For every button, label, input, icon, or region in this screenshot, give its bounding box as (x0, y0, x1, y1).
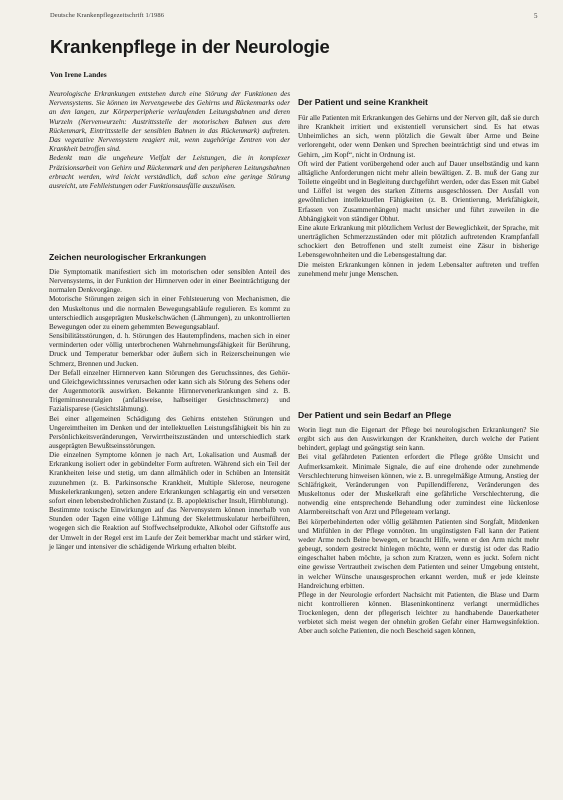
body-paragraph: Der Befall einzelner Hirnnerven kann Störungen des Geruchssinnes, des Gehör- und Gleichgewichtssinnes verursachen oder kann sich als Störung des Sehens oder der Augenmotorik auswirken. Bekannte Hirnnervenerkrankungen sind z. B. Trigeminusneuralgien (anfallsweise, halbseitiger Gesichtsschmerz) und Fazialisparese (Gesichtslähmung). (49, 368, 290, 414)
body-paragraph: Pflege in der Neurologie erfordert Nachsicht mit Patienten, die Blase und Darm nicht kontrollieren können. Blaseninkontinenz verlangt unermüdliches Trockenlegen, denn der pflegerisch leichter zu handhabende Dauerkatheter verbietet sich meist wegen der ohnehin großen Gefahr einer Harnwegsinfektion. Aber auch solche Patienten, die noch Bescheid sagen können, (298, 590, 539, 636)
page-number: 5 (534, 12, 538, 20)
section-heading: Der Patient und seine Krankheit (298, 97, 428, 107)
body-paragraph: Oft wird der Patient vorübergehend oder auch auf Dauer unselbständig und kann alltägliche Anforderungen nicht mehr allein bewältigen. Z. B. muß der Gang zur Toilette eingeübt und in Begleitung durchgeführt werden, oder das Essen mit Gabel und Löffel ist wegen des starken Zitterns ausgeschlossen. Der Ausfall von gewöhnlichen intellektuellen Fähigkeiten (z. B. Orientierung, Merkfähigkeit, Erfassen von Zusammenhängen) macht unsicher und führt zuweilen in die Abhängigkeit von ständiger Obhut. (298, 159, 539, 223)
section-body-right-1 (298, 114, 539, 279)
intro-paragraph: Neurologische Erkrankungen entstehen durch eine Störung der Funktionen des Nervensystems. Sie können im Nervengewebe des Gehirns und Rückenmarks oder an den langen, zur Körperperipherie verlaufenden Leitungsbahnen und deren Wurzeln (Nervenwurzeln: Austrittsstelle der motorischen Bahnen aus dem Rückenmark, Eintrittsstelle der sensiblen Bahnen in das Rückenmark) auftreten. Das vegetative Nervensystem reagiert mit, wenn zugehörige Zentren von der Krankheit betroffen sind. (49, 90, 290, 154)
section-heading: Zeichen neurologischer Erkrankungen (49, 252, 207, 262)
body-paragraph: Die Symptomatik manifestiert sich im motorischen oder sensiblen Anteil des Nervensystems, in der Funktion der Hirnnerven oder in einer Beeinträchtigung der normalen Denkvorgänge. (49, 268, 290, 295)
running-head: Deutsche Krankenpflegezeitschrift 1/1986 (50, 12, 165, 19)
body-paragraph: Bei vital gefährdeten Patienten erfordert die Pflege größte Umsicht und Aufmerksamkeit. Minimale Signale, die auf eine drohende oder zunehmende Verschlechterung hinweisen können, wie z. B. unregelmäßige Atmung, Anstieg der Schläfrigkeit, Veränderungen von Pupillendifferenz, Veränderungen des Muskeltonus oder der Muskelkraft eine gefährliche Verschlechterung, die notwendig eine entsprechende Behandlung oder zumindest eine lückenlose Alarmbereitschaft von Arzt und Pflegeteam verlangt. (298, 453, 539, 517)
body-paragraph: Die einzelnen Symptome können je nach Art, Lokalisation und Ausmaß der Erkrankung isoliert oder in gebündelter Form auftreten. Während sich ein Teil der Krankheiten leise und stetig, um dann allmählich oder in Schüben an Intensität zuzunehmen (z. B. Parkinsonsche Krankheit, Multiple Sklerose, neurogene Muskelerkrankungen), setzen andere Erkrankungen schlagartig ein und versetzen sofort einen lebensbedrohlichen Zustand (z. B. apoplektischer Insult, Hirnblutung). (49, 451, 290, 505)
section-heading: Der Patient und sein Bedarf an Pflege (298, 410, 452, 420)
intro-abstract (49, 90, 290, 191)
article-title: Krankenpflege in der Neurologie (50, 36, 330, 57)
body-paragraph: Bei körperbehinderten oder völlig gelähmten Patienten sind Sorgfalt, Mitdenken und Mitfühlen in der Pflege vonnöten. Im ungünstigsten Fall kann der Patient weder Arme noch Beine bewegen, er braucht Hilfe, wenn er den Arm nicht mehr gebeugt, sondern gestreckt hinlegen möchte, wenn er durstig ist oder das Radio eingeschaltet haben möchte, ja schon zum Kratzen, wenn es juckt. Sofern nicht eine gewisse Vertrautheit zwischen dem Patienten und seiner Umgebung entsteht, in welcher Wünsche unausgesprochen erkannt werden, muß er jede kleinste Handreichung erbitten. (298, 517, 539, 590)
body-paragraph: Bestimmte toxische Einwirkungen auf das Nervensystem können innerhalb von Stunden oder Tagen eine völlige Lähmung der Skelettmuskulatur herbeiführen, wogegen sich die Reaktion auf Stoffwechselprodukte, Alkohol oder Giftstoffe aus der Umwelt in der Regel erst im Laufe der Zeit bemerkbar macht und stärker wird, je länger und intensiver die schädigende Wirkung erhalten bleibt. (49, 506, 290, 551)
section-body-left (49, 268, 290, 552)
section-body-right-2 (298, 426, 539, 637)
author-line: Von Irene Landes (50, 70, 107, 79)
body-paragraph: Eine akute Erkrankung mit plötzlichem Verlust der Beweglichkeit, der Sprache, mit unerträglichen Schmerzzuständen oder mit plötzlich auftretenden Krampfanfall schockiert den Betroffenen und stellt zumeist eine Zäsur in bisherige Lebensgewohnheiten und die Lebensgestaltung dar. (298, 223, 539, 260)
body-paragraph: Bei einer allgemeinen Schädigung des Gehirns entstehen Störungen und Ungereimtheiten im Denken und der intellektuellen Leistungsfähigkeit bis hin zu Persönlichkeitsveränderungen, Verwirrtheitszuständen und unterschiedlich stark ausgeprägten Bewußtseinsstörungen. (49, 414, 290, 450)
body-paragraph: Motorische Störungen zeigen sich in einer Fehlsteuerung von Mechanismen, die den Muskeltonus und die normalen Bewegungsabläufe regulieren. Es kommt zu unterschiedlich ausgeprägten Muskelschwächen (Lähmungen), zu unkontrollierten Bewegungen oder zu einem gehemmten Bewegungsablauf. (49, 295, 290, 331)
body-paragraph: Für alle Patienten mit Erkrankungen des Gehirns und der Nerven gilt, daß sie durch ihre Krankheit irritiert und existentiell verunsichert sind. Es hat etwas Unheimliches an sich, wenn plötzlich die Gewalt über Arme und Beine verlorengeht, oder wenn Denken und Sprechen beeinträchtigt sind und etwas im Gehirn, „im Kopf“, nicht in Ordnung ist. (298, 114, 539, 159)
body-paragraph: Die meisten Erkrankungen können in jedem Lebensalter auftreten und treffen zunehmend mehr junge Menschen. (298, 260, 539, 278)
body-paragraph: Sensibilitätsstörungen, d. h. Störungen des Hautempfindens, machen sich in einer verminderten oder völlig unterbrochenen Wahrnehmungsfähigkeit für Berührung, Druck und Temperatur bemerkbar oder äußern sich in Reizerscheinungen wie Schmerz, Brennen und Jucken. (49, 332, 290, 368)
body-paragraph: Worin liegt nun die Eigenart der Pflege bei neurologischen Erkrankungen? Sie ergibt sich aus den Auswirkungen der Krankheiten, durch welche der Patient behindert, geplagt und geängstigt sein kann. (298, 426, 539, 453)
intro-paragraph: Bedenkt man die ungeheure Vielfalt der Leistungen, die in komplexer Präzisionsarbeit von Gehirn und Rückenmark und den peripheren Leitungsbahnen erbracht werden, wird leicht verständlich, daß schon eine geringe Störung ausreicht, um Fehlleistungen oder Funktionsausfälle auszulösen. (49, 154, 290, 191)
